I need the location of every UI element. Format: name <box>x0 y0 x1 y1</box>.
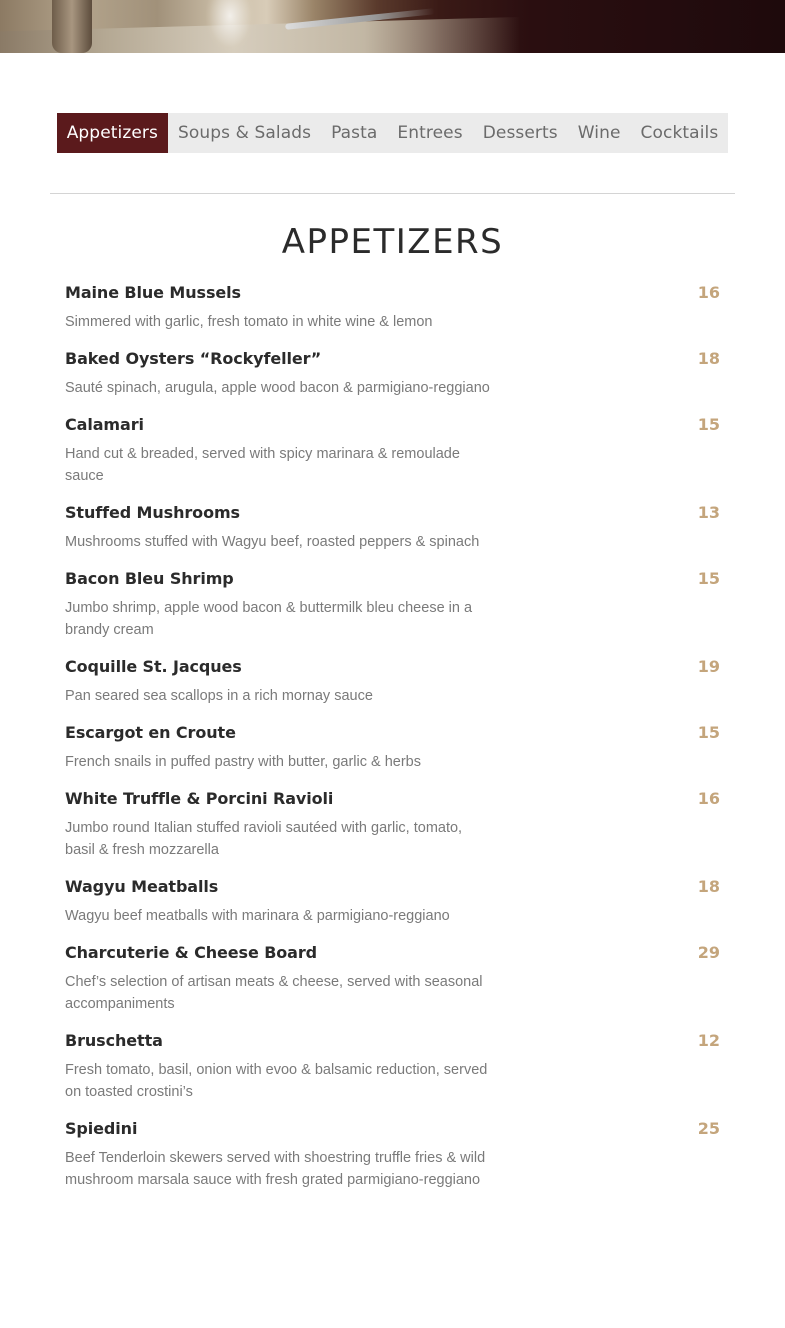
menu-item <box>65 941 720 1015</box>
tab-wine[interactable]: Wine <box>568 113 631 153</box>
menu-tabs <box>50 113 735 153</box>
tabs-divider <box>50 193 735 194</box>
item-description: Beef Tenderloin skewers served with shoestring truffle fries & wild mushroom marsala sauce with fresh grated parmigiano-reggiano <box>65 1150 486 1188</box>
tab-entrees[interactable]: Entrees <box>387 113 472 153</box>
menu-item <box>65 413 720 487</box>
item-description: Fresh tomato, basil, onion with evoo & balsamic reduction, served on toasted crostini’s <box>65 1062 488 1100</box>
item-name: Calamari <box>65 415 144 434</box>
hero-wine-glass <box>205 0 255 53</box>
item-price: 16 <box>697 789 720 808</box>
item-name: Stuffed Mushrooms <box>65 503 240 522</box>
item-price: 18 <box>697 877 720 896</box>
item-description: Jumbo round Italian stuffed ravioli sautéed with garlic, tomato, basil & fresh mozzarella <box>65 820 463 858</box>
menu-item <box>65 567 720 641</box>
item-price: 15 <box>697 569 720 588</box>
menu-list <box>65 281 720 1191</box>
item-description: Simmered with garlic, fresh tomato in white wine & lemon <box>65 314 433 330</box>
menu-item <box>65 1029 720 1103</box>
tab-appetizers[interactable]: Appetizers <box>57 113 168 153</box>
item-description: Wagyu beef meatballs with marinara & parmigiano-reggiano <box>65 908 450 924</box>
hero-image <box>0 0 785 53</box>
item-name: Bruschetta <box>65 1031 163 1050</box>
menu-item <box>65 875 720 927</box>
tab-pasta[interactable]: Pasta <box>321 113 387 153</box>
item-description: Pan seared sea scallops in a rich mornay sauce <box>65 688 373 704</box>
menu-item <box>65 721 720 773</box>
item-price: 25 <box>697 1119 720 1138</box>
tab-cocktails[interactable]: Cocktails <box>631 113 729 153</box>
item-description: French snails in puffed pastry with butter, garlic & herbs <box>65 754 421 770</box>
tab-soups-salads[interactable]: Soups & Salads <box>168 113 321 153</box>
item-name: Escargot en Croute <box>65 723 236 742</box>
item-name: Maine Blue Mussels <box>65 283 241 302</box>
item-description: Sauté spinach, arugula, apple wood bacon & parmigiano-reggiano <box>65 380 490 396</box>
menu-item <box>65 347 720 399</box>
item-price: 13 <box>697 503 720 522</box>
item-price: 15 <box>697 415 720 434</box>
item-name: Wagyu Meatballs <box>65 877 219 896</box>
item-name: Bacon Bleu Shrimp <box>65 569 234 588</box>
item-description: Mushrooms stuffed with Wagyu beef, roasted peppers & spinach <box>65 534 480 550</box>
item-name: White Truffle & Porcini Ravioli <box>65 789 334 808</box>
item-description: Chef’s selection of artisan meats & cheese, served with seasonal accompaniments <box>65 974 483 1012</box>
menu-item <box>65 281 720 333</box>
tab-desserts[interactable]: Desserts <box>473 113 568 153</box>
item-price: 15 <box>697 723 720 742</box>
hero-shaker <box>52 0 92 53</box>
item-name: Coquille St. Jacques <box>65 657 242 676</box>
item-price: 29 <box>697 943 720 962</box>
item-name: Charcuterie & Cheese Board <box>65 943 318 962</box>
item-description: Hand cut & breaded, served with spicy marinara & remoulade sauce <box>65 446 460 484</box>
item-price: 18 <box>697 349 720 368</box>
item-price: 12 <box>697 1031 720 1050</box>
item-name: Baked Oysters “Rockyfeller” <box>65 349 322 368</box>
item-price: 16 <box>697 283 720 302</box>
menu-item <box>65 787 720 861</box>
item-price: 19 <box>697 657 720 676</box>
menu-item <box>65 501 720 553</box>
item-description: Jumbo shrimp, apple wood bacon & buttermilk bleu cheese in a brandy cream <box>65 600 473 638</box>
item-name: Spiedini <box>65 1119 138 1138</box>
section-title: APPETIZERS <box>281 222 504 262</box>
menu-item <box>65 655 720 707</box>
menu-item <box>65 1117 720 1191</box>
